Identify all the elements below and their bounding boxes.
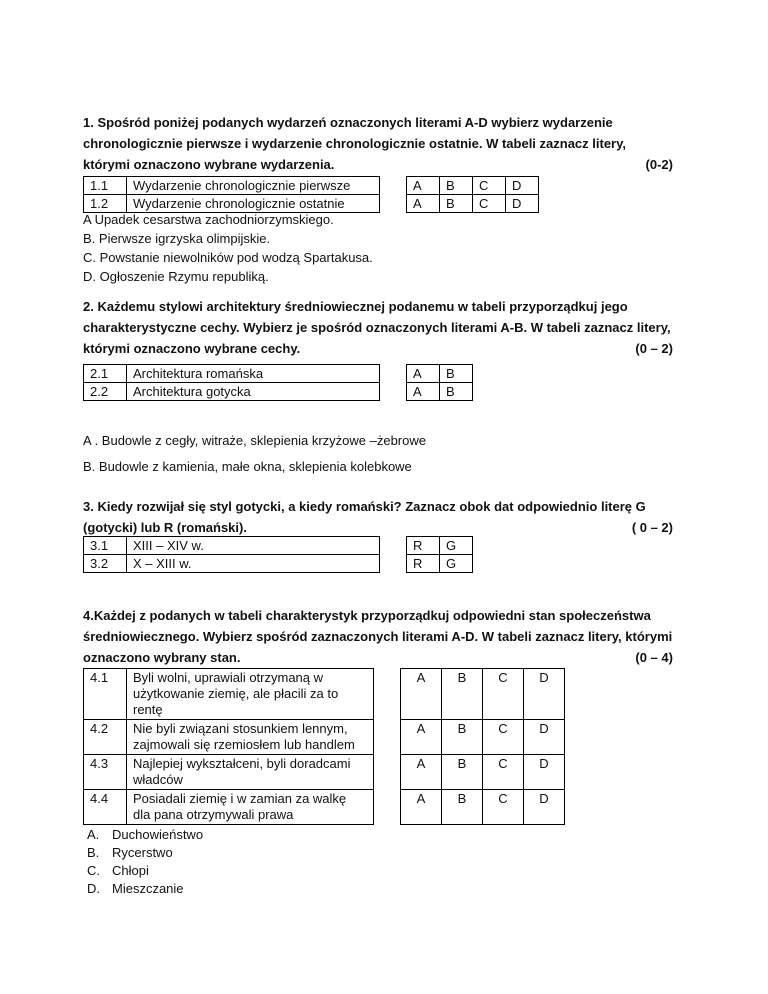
option-d[interactable]: D <box>524 790 565 825</box>
option-r[interactable]: R <box>407 537 440 555</box>
table-row <box>84 720 565 755</box>
row-label: Posiadali ziemię i w zamian za walkę dla pana otrzymywali prawa <box>127 790 374 825</box>
row-label: Najlepiej wykształceni, byli doradcami władców <box>127 755 374 790</box>
option-d[interactable]: D <box>524 669 565 720</box>
question-1-prompt: 1. Spośród poniżej podanych wydarzeń oznaczonych literami A-D wybierz wydarzenie chronologicznie pierwsze i wydarzenie chronologicznie ostatnie. W tabeli zaznacz litery, którymi oznaczono wybrane wydarzenia. (0-2) <box>83 112 673 175</box>
table-row <box>84 177 539 195</box>
option-b[interactable]: B <box>442 720 483 755</box>
option-a[interactable]: A <box>407 383 440 401</box>
row-number: 4.2 <box>84 720 127 755</box>
option-b[interactable]: B <box>442 755 483 790</box>
question-2-answers <box>83 428 426 480</box>
question-2-table <box>83 364 473 401</box>
row-number: 3.2 <box>84 555 127 573</box>
answer-item: B. Pierwsze igrzyska olimpijskie. <box>83 231 271 246</box>
row-label: XIII – XIV w. <box>127 537 380 555</box>
row-label: Architektura romańska <box>127 365 380 383</box>
row-number: 4.4 <box>84 790 127 825</box>
question-3-prompt: 3. Kiedy rozwijał się styl gotycki, a kiedy romański? Zaznacz obok dat odpowiednio literę G (gotycki) lub R (romański). ( 0 – 2) <box>83 496 673 538</box>
option-c[interactable]: C <box>473 177 506 195</box>
option-b[interactable]: B <box>440 177 473 195</box>
row-number: 2.2 <box>84 383 127 401</box>
option-a[interactable]: A <box>407 177 440 195</box>
table-row <box>84 555 473 573</box>
row-label: Wydarzenie chronologicznie pierwsze <box>127 177 380 195</box>
question-4-prompt: 4.Każdej z podanych w tabeli charakterystyk przyporządkuj odpowiedni stan społeczeństwa średniowiecznego. Wybierz spośród zaznaczonych literami A-D. W tabeli zaznacz litery, którymi oznaczono wybrany stan. (0 – 4) <box>83 605 673 668</box>
option-g[interactable]: G <box>440 555 473 573</box>
question-1-points: (0-2) <box>645 157 673 172</box>
option-r[interactable]: R <box>407 555 440 573</box>
table-row <box>84 383 473 401</box>
table-row <box>84 365 473 383</box>
option-a[interactable]: A <box>401 669 442 720</box>
row-number: 1.1 <box>84 177 127 195</box>
table-row <box>84 790 565 825</box>
option-b[interactable]: B <box>442 669 483 720</box>
option-d[interactable]: D <box>524 755 565 790</box>
option-a[interactable]: A <box>407 365 440 383</box>
option-g[interactable]: G <box>440 537 473 555</box>
option-a[interactable]: A <box>401 790 442 825</box>
answer-item: D. Ogłoszenie Rzymu republiką. <box>83 269 269 284</box>
option-a[interactable]: A <box>401 720 442 755</box>
answer-item: B. Rycerstwo <box>87 845 173 860</box>
option-d[interactable]: D <box>506 195 539 213</box>
row-number: 1.2 <box>84 195 127 213</box>
question-4-answers <box>87 826 203 898</box>
option-b[interactable]: B <box>440 365 473 383</box>
row-number: 2.1 <box>84 365 127 383</box>
table-row <box>84 669 565 720</box>
question-4-table <box>83 668 565 825</box>
option-a[interactable]: A <box>407 195 440 213</box>
question-4-points: (0 – 4) <box>635 650 673 665</box>
answer-item: A Upadek cesarstwa zachodniorzymskiego. <box>83 212 334 227</box>
option-a[interactable]: A <box>401 755 442 790</box>
row-number: 4.3 <box>84 755 127 790</box>
option-c[interactable]: C <box>483 790 524 825</box>
table-row <box>84 755 565 790</box>
row-label: Nie byli związani stosunkiem lennym, zajmowali się rzemiosłem lub handlem <box>127 720 374 755</box>
question-2-points: (0 – 2) <box>635 341 673 356</box>
row-number: 4.1 <box>84 669 127 720</box>
row-number: 3.1 <box>84 537 127 555</box>
row-label: X – XIII w. <box>127 555 380 573</box>
option-c[interactable]: C <box>483 755 524 790</box>
question-3-points: ( 0 – 2) <box>631 520 673 535</box>
option-c[interactable]: C <box>483 720 524 755</box>
option-b[interactable]: B <box>440 383 473 401</box>
answer-item: B. Budowle z kamienia, małe okna, sklepienia kolebkowe <box>83 459 412 474</box>
option-c[interactable]: C <box>473 195 506 213</box>
option-b[interactable]: B <box>440 195 473 213</box>
answer-item: C. Powstanie niewolników pod wodzą Spartakusa. <box>83 250 373 265</box>
answer-item: C. Chłopi <box>87 863 149 878</box>
option-d[interactable]: D <box>524 720 565 755</box>
question-1-table <box>83 176 539 213</box>
question-2-prompt: 2. Każdemu stylowi architektury średniowiecznej podanemu w tabeli przyporządkuj jego charakterystyczne cechy. Wybierz je spośród oznaczonych literami A-B. W tabeli zaznacz litery, którymi oznaczono wybrane cechy. (0 – 2) <box>83 296 673 359</box>
answer-item: A. Duchowieństwo <box>87 827 204 842</box>
option-d[interactable]: D <box>506 177 539 195</box>
row-label: Wydarzenie chronologicznie ostatnie <box>127 195 380 213</box>
option-b[interactable]: B <box>442 790 483 825</box>
question-1-answers <box>83 210 373 286</box>
option-c[interactable]: C <box>483 669 524 720</box>
table-row <box>84 537 473 555</box>
answer-item: A . Budowle z cegły, witraże, sklepienia krzyżowe –żebrowe <box>83 433 426 448</box>
row-label: Architektura gotycka <box>127 383 380 401</box>
answer-item: D. Mieszczanie <box>87 881 184 896</box>
question-3-table <box>83 536 473 573</box>
row-label: Byli wolni, uprawiali otrzymaną w użytkowanie ziemię, ale płacili za to rentę <box>127 669 374 720</box>
